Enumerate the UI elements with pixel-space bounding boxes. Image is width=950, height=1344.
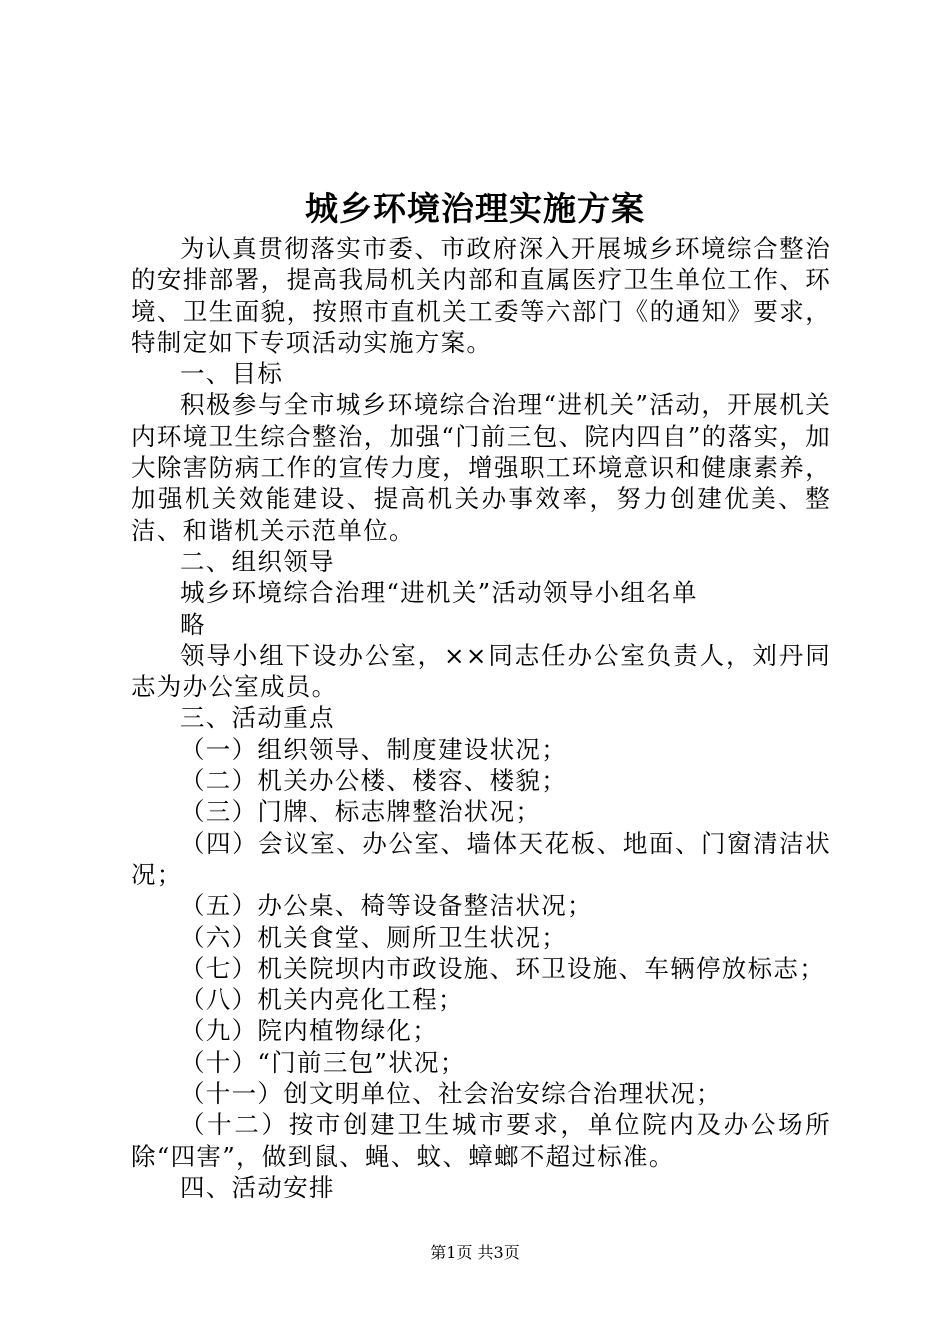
paragraph-omitted: 略: [180, 609, 206, 639]
list-item: （七）机关院坝内市政设施、环卫设施、车辆停放标志；: [180, 953, 825, 983]
paragraph-intro: 为认真贯彻落实市委、市政府深入开展城乡环境综合整治的安排部署，提高我局机关内部和直属医疗卫生单位工作、环境、卫生面貌，按照市直机关工委等六部门《的通知》要求，特制定如下专项活动实施方案。: [131, 234, 831, 357]
page-title: 城乡环境治理实施方案: [305, 189, 645, 228]
paragraph-office: 领导小组下设办公室，××同志任办公室负责人，刘丹同志为办公室成员。: [131, 640, 831, 702]
section-heading-organization: 二、组织领导: [180, 546, 335, 576]
paragraph-leader-list-title: 城乡环境综合治理“进机关”活动领导小组名单: [180, 578, 698, 608]
list-item: （八）机关内亮化工程；: [180, 985, 464, 1015]
list-item: （十）“门前三包”状况；: [180, 1047, 466, 1077]
list-item: （六）机关食堂、厕所卫生状况；: [180, 922, 567, 952]
list-item: （三）门牌、标志牌整治状况；: [180, 797, 542, 827]
section-heading-goal: 一、目标: [180, 359, 284, 389]
document-body: [131, 233, 831, 1203]
list-item: （十一）创文明单位、社会治安综合治理状况；: [180, 1079, 722, 1109]
paragraph-goal: 积极参与全市城乡环境综合治理“进机关”活动，开展机关内环境卫生综合整治，加强“门前三包、院内四自”的落实，加大除害防病工作的宣传力度，增强职工环境意识和健康素养，加强机关效能建设、提高机关办事效率，努力创建优美、整洁、和谐机关示范单位。: [131, 390, 831, 545]
page-footer: 第1页 共3页: [430, 1243, 520, 1262]
section-heading-arrangement: 四、活动安排: [180, 1172, 335, 1202]
list-item: （九）院内植物绿化；: [180, 1016, 438, 1046]
list-item: （二）机关办公楼、楼容、楼貌；: [180, 766, 567, 796]
section-heading-key-points: 三、活动重点: [180, 703, 335, 733]
list-item: （四）会议室、办公室、墙体天花板、地面、门窗清洁状况；: [131, 828, 831, 889]
list-item: （一）组织领导、制度建设状况；: [180, 734, 567, 764]
list-item: （五）办公桌、椅等设备整洁状况；: [180, 891, 593, 921]
list-item: （十二）按市创建卫生城市要求，单位院内及办公场所除“四害”，做到鼠、蝇、蚊、蟑螂不超过标准。: [131, 1110, 831, 1171]
